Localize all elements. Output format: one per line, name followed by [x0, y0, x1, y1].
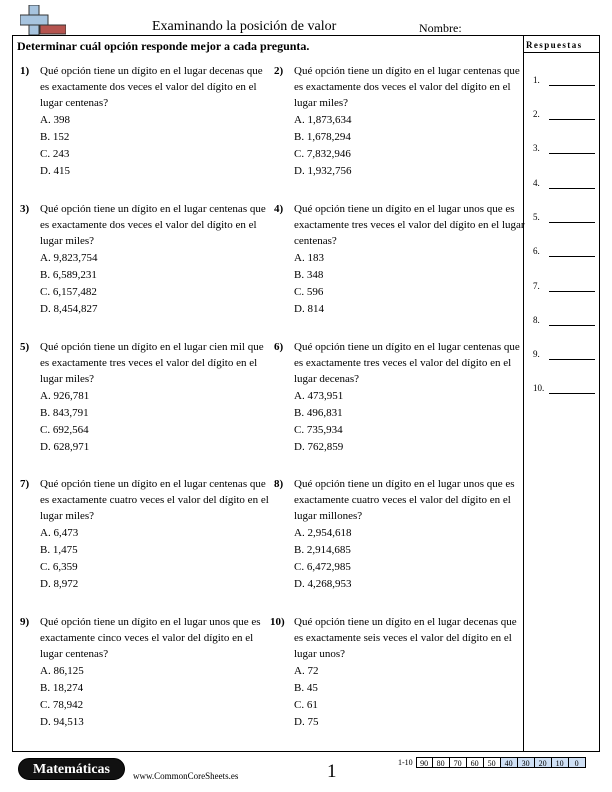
plus-minus-logo-icon — [20, 5, 66, 35]
question-text: Qué opción tiene un dígito en el lugar centenas que es exactamente dos veces el valor del dígito en el lugar miles? — [40, 203, 266, 248]
answer-blank[interactable] — [533, 383, 599, 397]
option-c: C. 78,942 — [40, 699, 84, 711]
option-d: D. 8,454,827 — [40, 303, 98, 315]
site-url: www.CommonCoreSheets.es — [133, 771, 239, 781]
question-text: Qué opción tiene un dígito en el lugar decenas que es exactamente seis veces el valor del dígito en el lugar unos? — [294, 616, 517, 661]
question-text: Qué opción tiene un dígito en el lugar centenas que es exactamente tres veces el valor del dígito en el lugar decenas? — [294, 341, 520, 386]
option-a: A. 1,873,634 — [294, 114, 352, 126]
question-9 — [20, 614, 265, 734]
option-d: D. 415 — [40, 165, 70, 177]
score-cell: 20 — [535, 757, 552, 768]
score-table — [397, 757, 586, 768]
question-number: 8) — [274, 478, 284, 490]
score-cell: 0 — [569, 757, 586, 768]
question-number: 9) — [20, 616, 30, 628]
option-a: A. 926,781 — [40, 390, 90, 402]
option-b: B. 1,678,294 — [294, 131, 351, 143]
answer-line — [549, 85, 595, 86]
question-number: 3) — [20, 203, 30, 215]
option-b: B. 1,475 — [40, 544, 78, 556]
question-number: 1) — [20, 65, 30, 77]
option-b: B. 348 — [294, 269, 324, 281]
question-6 — [274, 339, 519, 459]
question-1 — [20, 63, 265, 183]
answer-number: 4. — [533, 178, 540, 188]
bottom-divider — [12, 751, 600, 752]
option-c: C. 7,832,946 — [294, 148, 351, 160]
answer-blank[interactable] — [533, 178, 599, 192]
answer-number: 2. — [533, 109, 540, 119]
question-10 — [270, 614, 515, 734]
answer-line — [549, 359, 595, 360]
option-d: D. 762,859 — [294, 441, 344, 453]
score-cell: 10 — [552, 757, 569, 768]
question-number: 4) — [274, 203, 284, 215]
question-text: Qué opción tiene un dígito en el lugar centenas que es exactamente dos veces el valor del dígito en el lugar miles? — [294, 65, 520, 110]
option-b: B. 2,914,685 — [294, 544, 351, 556]
answer-number: 8. — [533, 315, 540, 325]
question-2 — [274, 63, 519, 183]
option-d: D. 628,971 — [40, 441, 90, 453]
question-number: 10) — [270, 616, 285, 628]
instructions: Determinar cuál opción responde mejor a cada pregunta. — [17, 39, 310, 53]
score-cell: 30 — [518, 757, 535, 768]
question-number: 6) — [274, 341, 284, 353]
name-label: Nombre: — [419, 21, 462, 35]
answer-number: 9. — [533, 349, 540, 359]
option-b: B. 152 — [40, 131, 70, 143]
score-cell: 50 — [484, 757, 501, 768]
question-number: 2) — [274, 65, 284, 77]
question-text: Qué opción tiene un dígito en el lugar unos que es exactamente cinco veces el valor del dígito en el lugar centenas? — [40, 616, 261, 661]
option-b: B. 6,589,231 — [40, 269, 97, 281]
score-cell: 80 — [433, 757, 450, 768]
question-text: Qué opción tiene un dígito en el lugar centenas que es exactamente cuatro veces el valor del dígito en el lugar miles? — [40, 478, 269, 523]
question-7 — [20, 476, 269, 596]
answer-number: 1. — [533, 75, 540, 85]
option-c: C. 6,157,482 — [40, 286, 97, 298]
option-c: C. 6,359 — [40, 561, 78, 573]
option-a: A. 86,125 — [40, 665, 84, 677]
option-d: D. 814 — [294, 303, 324, 315]
option-a: A. 9,823,754 — [40, 252, 98, 264]
answer-blank[interactable] — [533, 315, 599, 329]
option-a: A. 473,951 — [294, 390, 344, 402]
score-cell: 70 — [450, 757, 467, 768]
question-text: Qué opción tiene un dígito en el lugar unos que es exactamente cuatro veces el valor del dígito en el lugar millones? — [294, 478, 515, 523]
option-d: D. 8,972 — [40, 578, 79, 590]
answer-line — [549, 222, 595, 223]
answer-blank[interactable] — [533, 109, 599, 123]
option-a: A. 2,954,618 — [294, 527, 352, 539]
option-d: D. 4,268,953 — [294, 578, 352, 590]
answer-line — [549, 393, 595, 394]
option-d: D. 75 — [294, 716, 319, 728]
option-d: D. 1,932,756 — [294, 165, 352, 177]
question-text: Qué opción tiene un dígito en el lugar cien mil que es exactamente tres veces el valor del dígito en el lugar miles? — [40, 341, 264, 386]
answer-line — [549, 256, 595, 257]
answer-number: 6. — [533, 246, 540, 256]
option-c: C. 735,934 — [294, 424, 343, 436]
answer-blank[interactable] — [533, 281, 599, 295]
answer-line — [549, 119, 595, 120]
option-b: B. 843,791 — [40, 407, 89, 419]
question-3 — [20, 201, 265, 321]
page-number: 1 — [327, 761, 337, 782]
brand-badge: Matemáticas — [18, 758, 125, 780]
option-c: C. 61 — [294, 699, 318, 711]
answer-blank[interactable] — [533, 349, 599, 363]
question-number: 5) — [20, 341, 30, 353]
question-8 — [274, 476, 519, 596]
answer-blank[interactable] — [533, 212, 599, 226]
answer-blank[interactable] — [533, 143, 599, 157]
question-5 — [20, 339, 265, 459]
worksheet-title: Examinando la posición de valor — [152, 19, 337, 34]
score-cell: 40 — [501, 757, 518, 768]
answer-number: 3. — [533, 143, 540, 153]
answer-line — [549, 188, 595, 189]
score-range: 1-10 — [398, 758, 413, 767]
option-a: A. 6,473 — [40, 527, 79, 539]
answers-header: Respuestas — [526, 40, 583, 50]
option-d: D. 94,513 — [40, 716, 84, 728]
option-b: B. 45 — [294, 682, 318, 694]
option-a: A. 398 — [40, 114, 70, 126]
score-cell: 90 — [416, 757, 433, 768]
option-b: B. 18,274 — [40, 682, 84, 694]
answer-number: 5. — [533, 212, 540, 222]
option-b: B. 496,831 — [294, 407, 343, 419]
option-c: C. 6,472,985 — [294, 561, 351, 573]
answer-blank[interactable] — [533, 246, 599, 260]
option-a: A. 183 — [294, 252, 324, 264]
question-4 — [274, 201, 525, 321]
answer-line — [549, 291, 595, 292]
option-a: A. 72 — [294, 665, 319, 677]
question-text: Qué opción tiene un dígito en el lugar decenas que es exactamente dos veces el valor del dígito en el lugar centenas? — [40, 65, 263, 110]
answer-line — [549, 153, 595, 154]
answers-header-divider — [523, 52, 600, 53]
answer-line — [549, 325, 595, 326]
score-cell: 60 — [467, 757, 484, 768]
option-c: C. 596 — [294, 286, 324, 298]
answer-number: 7. — [533, 281, 540, 291]
answer-number: 10. — [533, 383, 545, 393]
option-c: C. 692,564 — [40, 424, 89, 436]
option-c: C. 243 — [40, 148, 70, 160]
question-text: Qué opción tiene un dígito en el lugar unos que es exactamente tres veces el valor del dígito en el lugar centenas? — [294, 203, 525, 248]
question-number: 7) — [20, 478, 30, 490]
answer-blank[interactable] — [533, 75, 599, 89]
